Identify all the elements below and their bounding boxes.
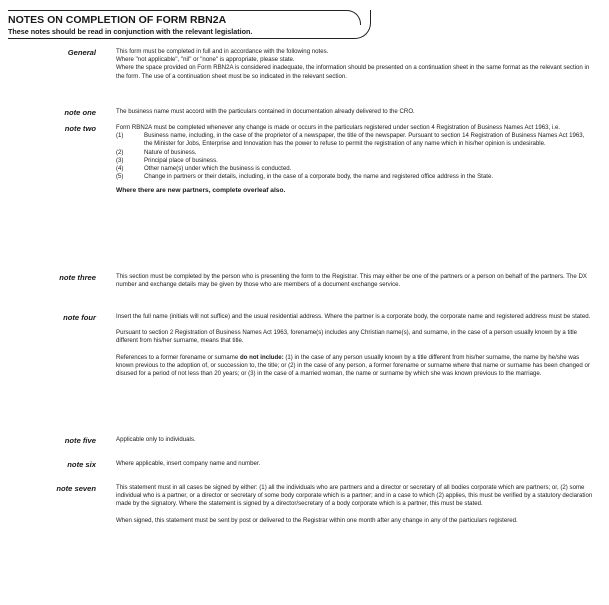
- note-four-p3-bold: do not include:: [239, 353, 284, 361]
- note-seven-p2: When signed, this statement must be sent by post or delivered to the Registrar within one month after any change in any of the particulars registered.: [116, 516, 518, 524]
- item-number: (4): [116, 165, 124, 173]
- list-item: [116, 132, 594, 148]
- page-subtitle: These notes should be read in conjunction with the relevant legislation.: [8, 27, 253, 36]
- note-four-label: note four: [63, 313, 96, 322]
- note-four-body: [116, 313, 594, 378]
- item-text: Change in partners or their details, including, in the case of a corporate body, the name and registered office address in the State.: [144, 173, 494, 181]
- note-two-footer: Where there are new partners, complete overleaf also.: [116, 187, 286, 195]
- list-item: [116, 165, 594, 173]
- note-one-text: The business name must accord with the particulars contained in documentation already delivered to the CRO.: [116, 108, 415, 115]
- note-two-intro: Form RBN2A must be completed whenever any change is made or occurs in the particulars registered under section 4 Registration of Business Names Act 1963, i.e.: [116, 124, 561, 131]
- note-four-p2: Pursuant to section 2 Registration of Business Names Act 1963, forename(s) includes any Christian name(s), and surname, in the case of a person usually known by a title different from his/her surname, means that title.: [116, 329, 577, 345]
- note-four-p3-start: References to a former forename or surname: [116, 353, 240, 361]
- general-body: [116, 48, 594, 81]
- page-title: NOTES ON COMPLETION OF FORM RBN2A: [8, 14, 227, 26]
- general-line-1: This form must be completed in full and in accordance with the following notes.: [116, 48, 329, 55]
- item-number: (1): [116, 132, 124, 140]
- item-text: Business name, including, in the case of the proprietor of a newspaper, the title of the newspaper. Pursuant to section 14 Registration of Business Names Act 1963, the Minister for Jobs, Enterprise and Innovation has the power to refuse to permit the registration of any name which in his/her opinion is undesirable.: [144, 132, 585, 148]
- note-seven-label: note seven: [56, 484, 96, 493]
- note-one-label: note one: [64, 108, 96, 117]
- note-four-p3-rest: (1) in the case of any person usually known by a title different from his/her surname, the name by he/she was known previous to the adoption of, or succession to, the title; or (2) in the case of any person, a former forename or surname where that name or surname has been changed or disused for a period of not less than 20 years; or (3) in the case of a married woman, the name or surname by which she was known previous to the marriage.: [116, 353, 590, 378]
- list-item: [116, 157, 594, 165]
- item-text: Principal place of business.: [144, 156, 218, 164]
- note-two-list: [116, 132, 594, 181]
- list-item: [116, 149, 594, 157]
- note-two-body: [116, 124, 594, 196]
- note-three-text: This section must be completed by the person who is presenting the form to the Registrar. This may either be one of the partners or a person on behalf of the partners. The DX number and exchange details may be given by those who are members of a document exchange service.: [116, 273, 587, 289]
- general-line-2: Where "not applicable", "nil" or "none" is appropriate, please state.: [116, 56, 295, 64]
- note-seven-body: [116, 484, 594, 525]
- item-number: (5): [116, 173, 124, 181]
- item-number: (3): [116, 156, 124, 164]
- item-text: Nature of business.: [144, 148, 197, 156]
- note-four-p3: [116, 354, 594, 379]
- note-two-label: note two: [64, 124, 96, 133]
- general-label: General: [67, 48, 96, 57]
- item-number: (2): [116, 148, 124, 156]
- note-five-label: note five: [64, 436, 96, 445]
- note-five-text: Applicable only to individuals.: [116, 436, 196, 443]
- note-seven-p1: This statement must in all cases be signed by either: (1) all the individuals who are partners and a director or secretary of all bodies corporate which are partners; or, (2) some individual who is a partner, or a director or secretary of some body corporate which is a partner; and in a case to which (2) applies, this must be verified by a statutory declaration made by the signatory. Where the statement is signed by a director/secretary of a body corporate which is a partner, this must be stated.: [116, 484, 593, 508]
- note-six-text: Where applicable, insert company name and number.: [116, 460, 261, 467]
- note-three-label: note three: [59, 273, 96, 282]
- note-six-label: note six: [67, 460, 96, 469]
- general-line-3: Where the space provided on Form RBN2A is considered inadequate, the information should be presented on a continuation sheet in the same format as the relevant section in the form. The use of a continuation sheet must be so indicated in the relevant section.: [116, 64, 590, 80]
- list-item: [116, 173, 594, 181]
- note-four-p1: Insert the full name (initials will not suffice) and the usual residential address. Where the partner is a corporate body, the corporate name and registered address must be stated.: [116, 313, 591, 320]
- item-text: Other name(s) under which the business is conducted.: [144, 165, 292, 173]
